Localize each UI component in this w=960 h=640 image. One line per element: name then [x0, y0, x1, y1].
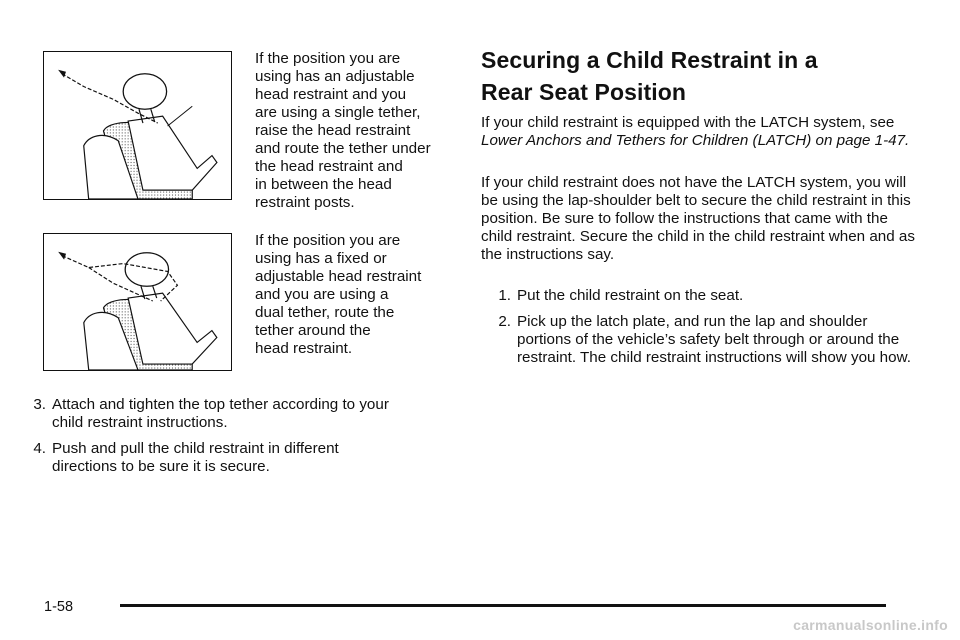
latch-reference-link[interactable]: Lower Anchors and Tethers for Children (LATCH) on page 1-47.	[481, 132, 910, 149]
no-latch-paragraph: If your child restraint does not have the LATCH system, you will be using the lap-shoulder belt to secure the child restraint in this position. Be sure to follow the instructions that came with the child restraint. Secure the child in the child restraint when and as the instructions say.	[481, 174, 915, 263]
section-heading: Securing a Child Restraint in a Rear Seat Position	[481, 47, 818, 105]
seat-single-tether-illustration	[44, 52, 231, 199]
list-item	[481, 313, 921, 367]
watermark: carmanualsonline.info	[793, 617, 948, 633]
list-item	[22, 396, 442, 432]
latch-paragraph-text: If your child restraint is equipped with the LATCH system, see	[481, 114, 895, 131]
step-text: Pick up the latch plate, and run the lap and shoulder portions of the vehicle’s safety belt through or around the restraint. The child restraint instructions will show you how.	[517, 313, 911, 366]
figure-single-tether	[43, 51, 232, 200]
step-text: Push and pull the child restraint in different directions to be sure it is secure.	[52, 440, 339, 475]
step-number: 4.	[33, 440, 46, 457]
step-number: 3.	[33, 396, 46, 413]
latch-paragraph	[481, 114, 921, 150]
step-text: Put the child restraint on the seat.	[517, 287, 744, 304]
figure-dual-tether	[43, 233, 232, 371]
page-number: 1-58	[44, 599, 74, 615]
footer-rule	[120, 604, 886, 607]
seat-dual-tether-illustration	[44, 234, 231, 370]
list-item	[481, 287, 921, 305]
step-text: Attach and tighten the top tether according to your child restraint instructions.	[52, 396, 389, 431]
step-number: 1.	[498, 287, 511, 304]
figure1-caption: If the position you are using has an adjustable head restraint and you are using a single tether, raise the head restraint and route the tether under the head restraint and in between the head restraint posts.	[255, 50, 431, 211]
figure2-caption: If the position you are using has a fixed or adjustable head restraint and you are using a dual tether, route the tether around the head restraint.	[255, 232, 422, 357]
list-item	[22, 440, 442, 476]
left-steps-list	[22, 396, 442, 484]
right-steps-list	[481, 287, 921, 375]
step-number: 2.	[498, 313, 511, 330]
